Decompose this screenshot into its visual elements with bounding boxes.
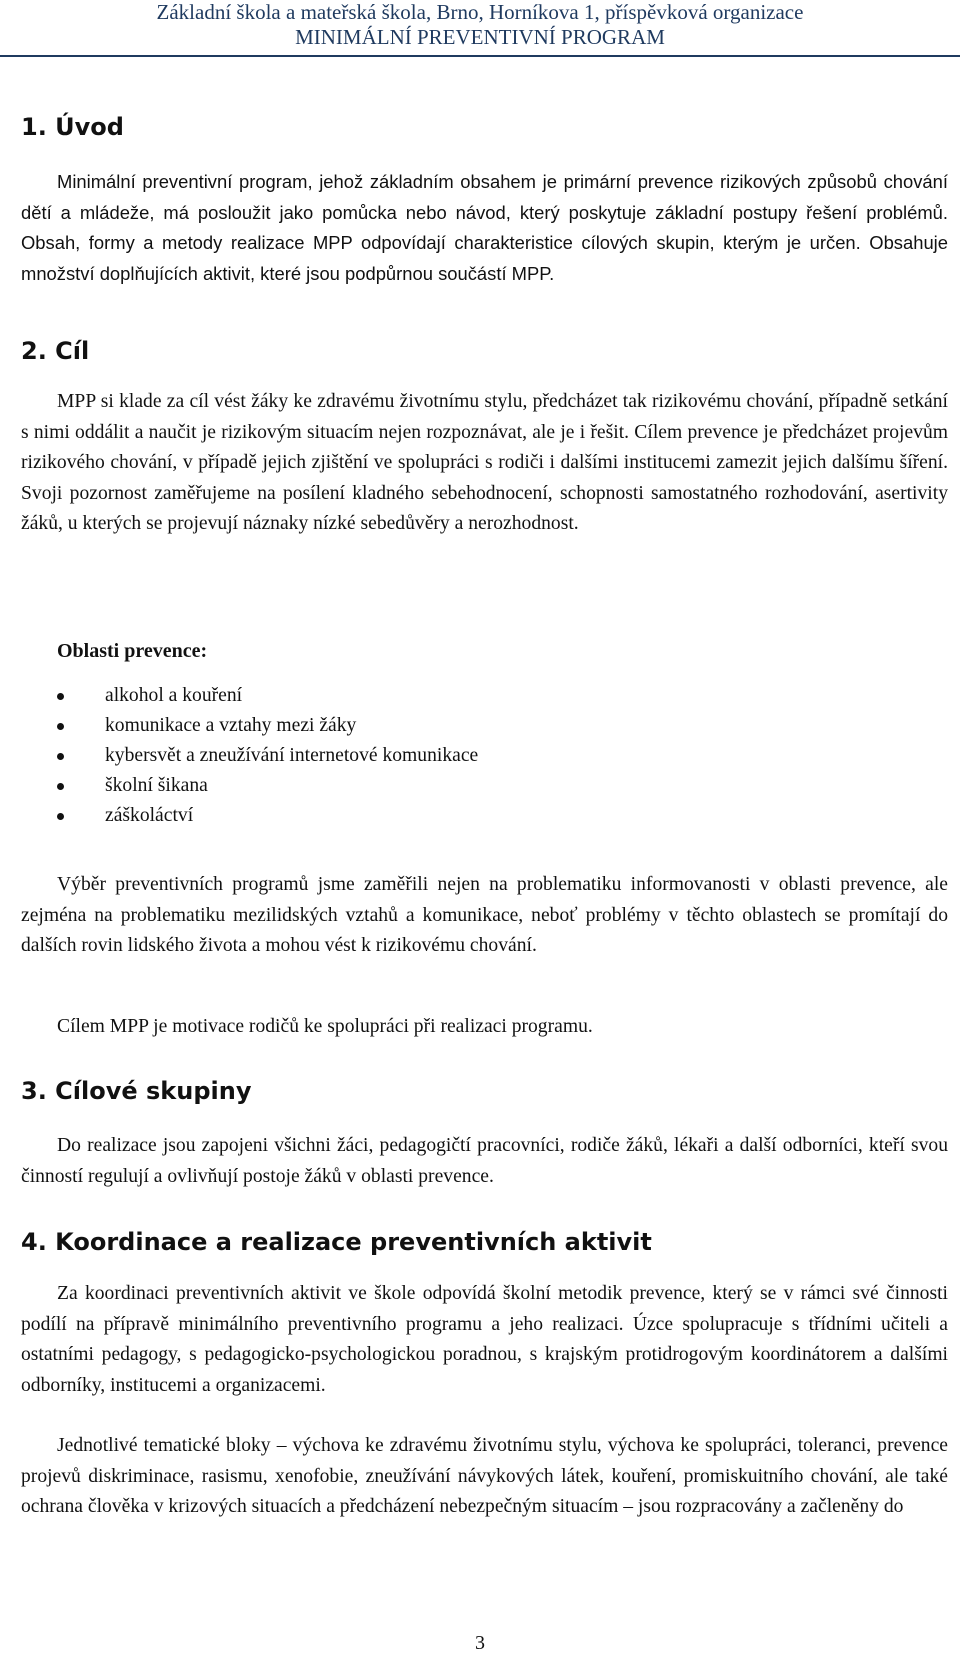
paragraph-uvod: Minimální preventivní program, jehož základním obsahem je primární prevence rizikových způsobů chování dětí a mládeže, má posloužit jako pomůcka nebo návod, který poskytuje základní postupy řešení problémů. Obsah, formy a metody realizace MPP odpovídají charakteristice cílových skupin, kterým je určen. Obsahuje množství doplňujících aktivit, které jsou podpůrnou součástí MPP. [21, 171, 948, 284]
header-divider [0, 55, 960, 57]
bullet-icon [57, 753, 64, 760]
bullet-icon [57, 723, 64, 730]
list-item: záškoláctví [57, 801, 478, 831]
page-number: 3 [475, 1632, 485, 1654]
paragraph-cilem-mpp: Cílem MPP je motivace rodičů ke spolupráci při realizaci programu. [57, 1016, 593, 1037]
paragraph-tematicke-bloky: Jednotlivé tematické bloky – výchova ke zdravému životnímu stylu, výchova ke spolupráci, toleranci, prevence projevů diskriminace, rasismu, xenofobie, zneužívání návykových látek, kouření, promiskuitního chování, ale také ochrana člověka v krizových situacích a předcházení nebezpečným situacím – jsou rozpracovány a začleněny do [21, 1435, 948, 1517]
section-heading-cil: 2. Cíl [21, 337, 90, 365]
bullet-icon [57, 783, 64, 790]
list-item: komunikace a vztahy mezi žáky [57, 711, 478, 741]
paragraph-vyber-programu: Výběr preventivních programů jsme zaměřili nejen na problematiku informovanosti v oblasti prevence, ale zejména na problematiku mezilidských vztahů a komunikace, neboť problémy v těchto oblastech se promítají do dalších rovin lidského života a mohou vést k rizikovému chování. [21, 874, 948, 956]
paragraph-koordinace: Za koordinaci preventivních aktivit ve škole odpovídá školní metodik prevence, který se v rámci své činnosti podílí na přípravě minimálního preventivního programu a jeho realizaci. Úzce spolupracuje s třídními učiteli a ostatními pedagogy, s pedagogicko-psychologickou poradnou, s krajským protidrogovým koordinátorem a dalšími odborníky, institucemi a organizacemi. [21, 1283, 948, 1396]
bullet-icon [57, 693, 64, 700]
section-heading-uvod: 1. Úvod [21, 113, 124, 141]
paragraph-cil: MPP si klade za cíl vést žáky ke zdravému životnímu stylu, předcházet tak rizikovému chování, případně setkání s nimi oddálit a naučit je rizikovým situacím nejen rozpoznávat, ale je i řešit. Cílem prevence je předcházet projevům rizikového chování, v případě jejich zjištění ve spolupráci s rodiči i dalšími institucemi zamezit jejich dalšímu šíření. Svoji pozornost zaměřujeme na posílení kladného sebehodnocení, schopnosti samostatného rozhodování, asertivity žáků, u kterých se projevují náznaky nízké sebedůvěry a nerozhodnost. [21, 391, 948, 534]
list-item: alkohol a kouření [57, 681, 478, 711]
paragraph-cilove-skupiny: Do realizace jsou zapojeni všichni žáci, pedagogičtí pracovníci, rodiče žáků, lékaři a další odborníci, kteří svou činností regulují a ovlivňují postoje žáků v oblasti prevence. [21, 1135, 948, 1187]
bullet-icon [57, 813, 64, 820]
header-school-name: Základní škola a mateřská škola, Brno, Horníkova 1, příspěvková organizace [156, 0, 804, 24]
section-heading-koordinace: 4. Koordinace a realizace preventivních aktivit [21, 1228, 652, 1256]
section-heading-cilove-skupiny: 3. Cílové skupiny [21, 1077, 252, 1105]
list-item: kybersvět a zneužívání internetové komunikace [57, 741, 478, 771]
oblasti-title: Oblasti prevence: [57, 640, 208, 662]
oblasti-list [57, 681, 478, 831]
header-program-title: MINIMÁLNÍ PREVENTIVNÍ PROGRAM [295, 25, 665, 49]
list-item: školní šikana [57, 771, 478, 801]
